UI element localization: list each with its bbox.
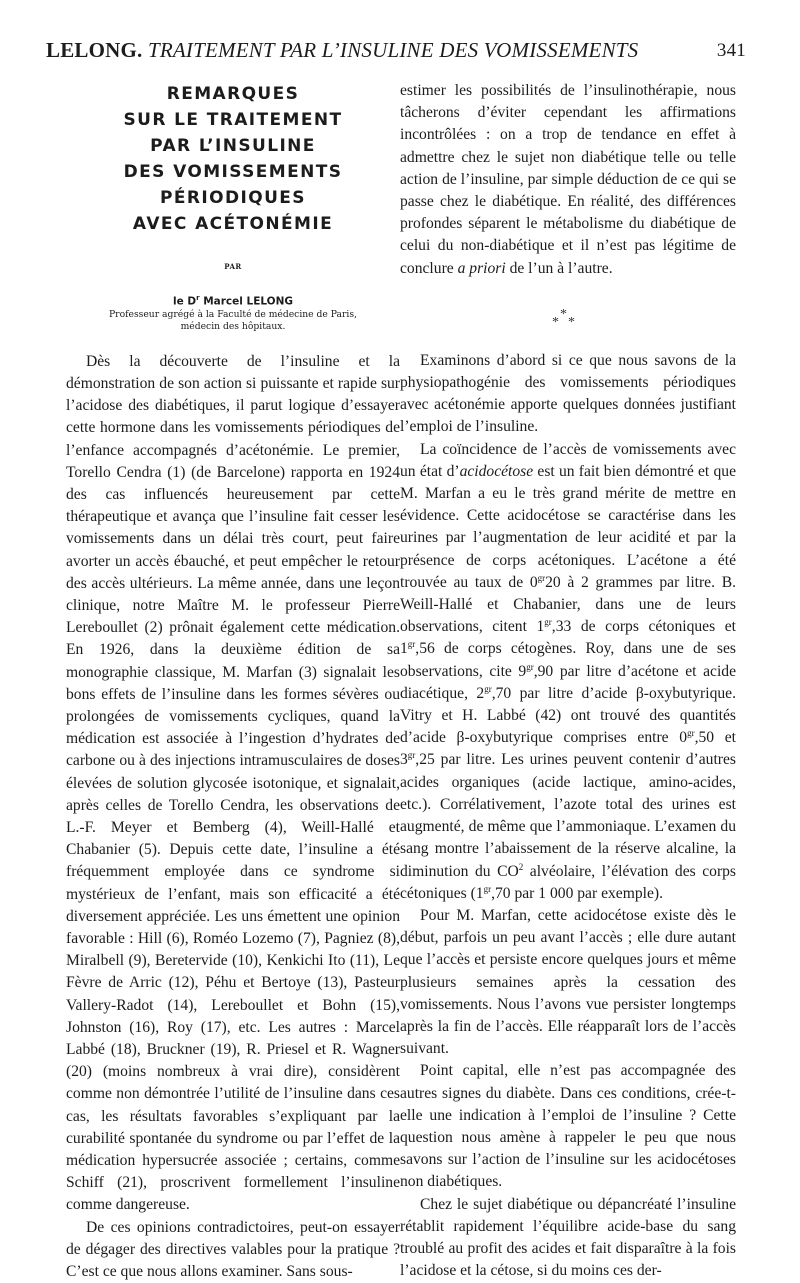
text-run: de l’un à l’autre. — [505, 259, 613, 277]
title-line: REMARQUES — [166, 84, 300, 104]
paragraph: Pour M. Marfan, cette acidocétose existe dès le début, parfois un peu avant l’accès ; elle dure autant que l’accès et persiste encore quelques jours et même plusieurs semaines après la cessation des vomissements. Nous l’avons vue persister longtemps après la fin de l’accès. Elle réapparaît lors de l’accès suivant. — [400, 906, 736, 1058]
title-line: SUR LE TRAITEMENT — [123, 110, 343, 130]
paragraph: De ces opinions contradictoires, peut-on essayer de dégager des directives valables pour la pratique ? C’est ce que nous allons examiner. Sans sous- — [66, 1218, 400, 1281]
left-body — [66, 351, 400, 1283]
section-separator-asterism — [400, 304, 736, 330]
text-run: ,56 de corps cétogènes. Roy, dans une de ses observations, cite 9 — [400, 640, 736, 680]
unit-gr: gr — [537, 572, 546, 583]
paragraph: Dès la découverte de l’insuline et la démonstration de son action si puissante et rapide sur l’acidose des diabétiques, il parut logique d’essayer cette hormone dans les vomissements périodiques de l’enfance accompagnés d’acétonémie. Le premier, Torello Cendra (1) (de Barcelone) rapporta en 1924 des cas influencés heureusement par cette thérapeutique et avança que l’insuline fait cesser les vomissements dans un délai très court, peut faire avorter un accès ébauché, et peut empêcher le retour des accès ultérieurs. La même année, dans une leçon clinique, notre Maître M. le professeur Pierre Lereboullet (2) prônait également cette médication. En 1926, dans la deuxième édition de sa monographie classique, M. Marfan (3) signalait les bons effets de l’insuline dans les formes sévères ou prolongées de vomissements cycliques, quand la médication est associée à l’ingestion d’hydrates de carbone ou à des injections intramusculaires de doses élevées de solution glycosée isotonique, et signalait, après celles de Torello Cendra, les observations de L.-F. Meyer et Bemberg (4), Weill-Hallé et Chabanier (5). Depuis cette date, l’insuline a été fréquemment employée dans ce syndrome si mystérieux de l’enfant, mais son efficacité a été diversement appréciée. Les uns émettent une opinion favorable : Hill (6), Roméo Lozemo (7), Pagniez (8), Miralbell (9), Beretervide (10), Kenkichi Ito (11), Le Fèvre de Arric (12), Péhu et Bertoye (13), Pasteur Vallery-Radot (14), Lereboullet et Bohn (15), Johnston (16), Roy (17), etc. Les autres : Marcel Labbé (18), Bruckner (19), R. Priesel et R. Wagner (20) (moins nombreux à vrai dire), considèrent comme non démontrée l’utilité de l’insuline dans ces cas, les résultats favorables s’expliquant par la curabilité spontanée du syndrome ou par l’effet de la médication hypersucrée associée ; certains, comme Schiff (21), proscrivent formellement l’insuline comme dangereuse. — [66, 352, 400, 1214]
unit-gr: gr — [544, 617, 552, 628]
unit-gr: gr — [407, 750, 416, 761]
paragraph: Chez le sujet diabétique ou dépancréaté l’insuline rétablit rapidement l’équilibre acide-base du sang troublé au profit des acides et fait disparaître à la fois l’acidose et la cétose, si du moins ces der- — [400, 1195, 736, 1280]
text-run: estimer les possibilités de l’insulinothérapie, nous tâcherons d’éviter cependant les affirmations incontrôlées : on a trop de tendance en effet à admettre chez le sujet non diabétique telle ou telle action de l’insuline, par simple déduction de ce qui se passe chez le diabétique. En réalité, des différences profondes séparent le métabolisme du diabétique de celui du non-diabétique et il n’est pas légitime de conclure — [400, 82, 736, 277]
right-column — [400, 80, 736, 1282]
running-head — [46, 38, 746, 63]
asterisk: * — [552, 314, 559, 330]
unit-gr: gr — [687, 728, 695, 739]
text-run: ,90 par litre d’acétone et acide diacétique, 2 — [400, 662, 736, 702]
text-run: ,70 par 1 000 par exemple). — [491, 884, 663, 902]
running-head-author: LELONG. — [46, 38, 143, 62]
byline-par: PAR — [224, 262, 242, 271]
left-column — [66, 80, 400, 1283]
text-run: est un fait bien démontré et que M. Marfan a eu le très grand mérite de mettre en évidence. Cette acidocétose se caractérise dans les urines par l’augmentation de leur acidité et par la présence de corps acétoniques. L’acétone a été trouvée au taux de 0 — [400, 462, 736, 591]
paragraph: Examinons d’abord si ce que nous savons de la physiopathogénie des vomissements périodiques avec acétonémie apporte quelques données justifiant l’emploi de l’insuline. — [400, 351, 736, 436]
page-number: 341 — [716, 40, 746, 61]
paragraph — [400, 80, 736, 280]
article-title — [66, 80, 400, 236]
asterisk: * — [560, 306, 567, 322]
text-run: ,33 de corps cétoniques et 1 — [400, 618, 736, 658]
italic-run: acidocétose — [459, 462, 534, 480]
running-head-title: TRAITEMENT PAR L’INSULINE DES VOMISSEMENTS — [147, 38, 639, 62]
unit-gr: gr — [484, 683, 492, 694]
asterisk: * — [568, 314, 575, 330]
title-line: PÉRIODIQUES — [160, 188, 306, 208]
title-line: PAR L’INSULINE — [150, 136, 316, 156]
italic-run: a priori — [457, 259, 506, 277]
author-affiliation: médecin des hôpitaux. — [180, 320, 286, 332]
text-run: La coïncidence de l’accès de vomissements avec un état d’ — [400, 440, 736, 480]
unit-gr: gr — [526, 661, 534, 672]
author-prefix: le D — [172, 295, 197, 308]
author-sup: r — [196, 294, 200, 303]
text-run: ,50 et 3 — [400, 729, 736, 769]
paragraph — [400, 439, 736, 905]
title-line: DES VOMISSEMENTS — [123, 162, 343, 182]
author-fullname: Marcel LELONG — [203, 295, 294, 308]
co2-superscript: 2 — [518, 861, 524, 872]
text-run: 20 à 2 grammes par litre. B. Weill-Hallé et Chabanier, dans une de leurs observations, citent 1 — [400, 573, 736, 636]
unit-gr: gr — [407, 639, 416, 650]
unit-gr: gr — [483, 883, 492, 894]
text-run: alvéolaire, l’élévation des corps cétoniques (1 — [400, 862, 736, 902]
text-run: ,70 par litre d’acide β-oxybutyrique. Vitry et H. Labbé (42) ont trouvé des quantités d’acide β-oxybutyrique comprises entre 0 — [400, 684, 736, 747]
title-line: AVEC ACÉTONÉMIE — [132, 214, 334, 234]
text-run: ,25 par litre. Les urines peuvent contenir d’autres acides organiques (acide lactique, amino-acides, etc.). Corrélativement, l’azote total des urines est augmenté, de même que l’ammoniaque. L’examen du sang montre l’abaissement de la réserve alcaline, la diminution du CO — [400, 751, 736, 880]
paragraph: Point capital, elle n’est pas accompagnée des autres signes du diabète. Dans ces conditions, crée-t-elle une indication à l’emploi de l’insuline ? Cette question nous amène à rappeler le peu que nous savons sur l’action de l’insuline sur les acidocétoses non diabétiques. — [400, 1062, 736, 1191]
author-name — [66, 292, 400, 309]
author-affiliation: Professeur agrégé à la Faculté de médecine de Paris, — [109, 308, 357, 320]
